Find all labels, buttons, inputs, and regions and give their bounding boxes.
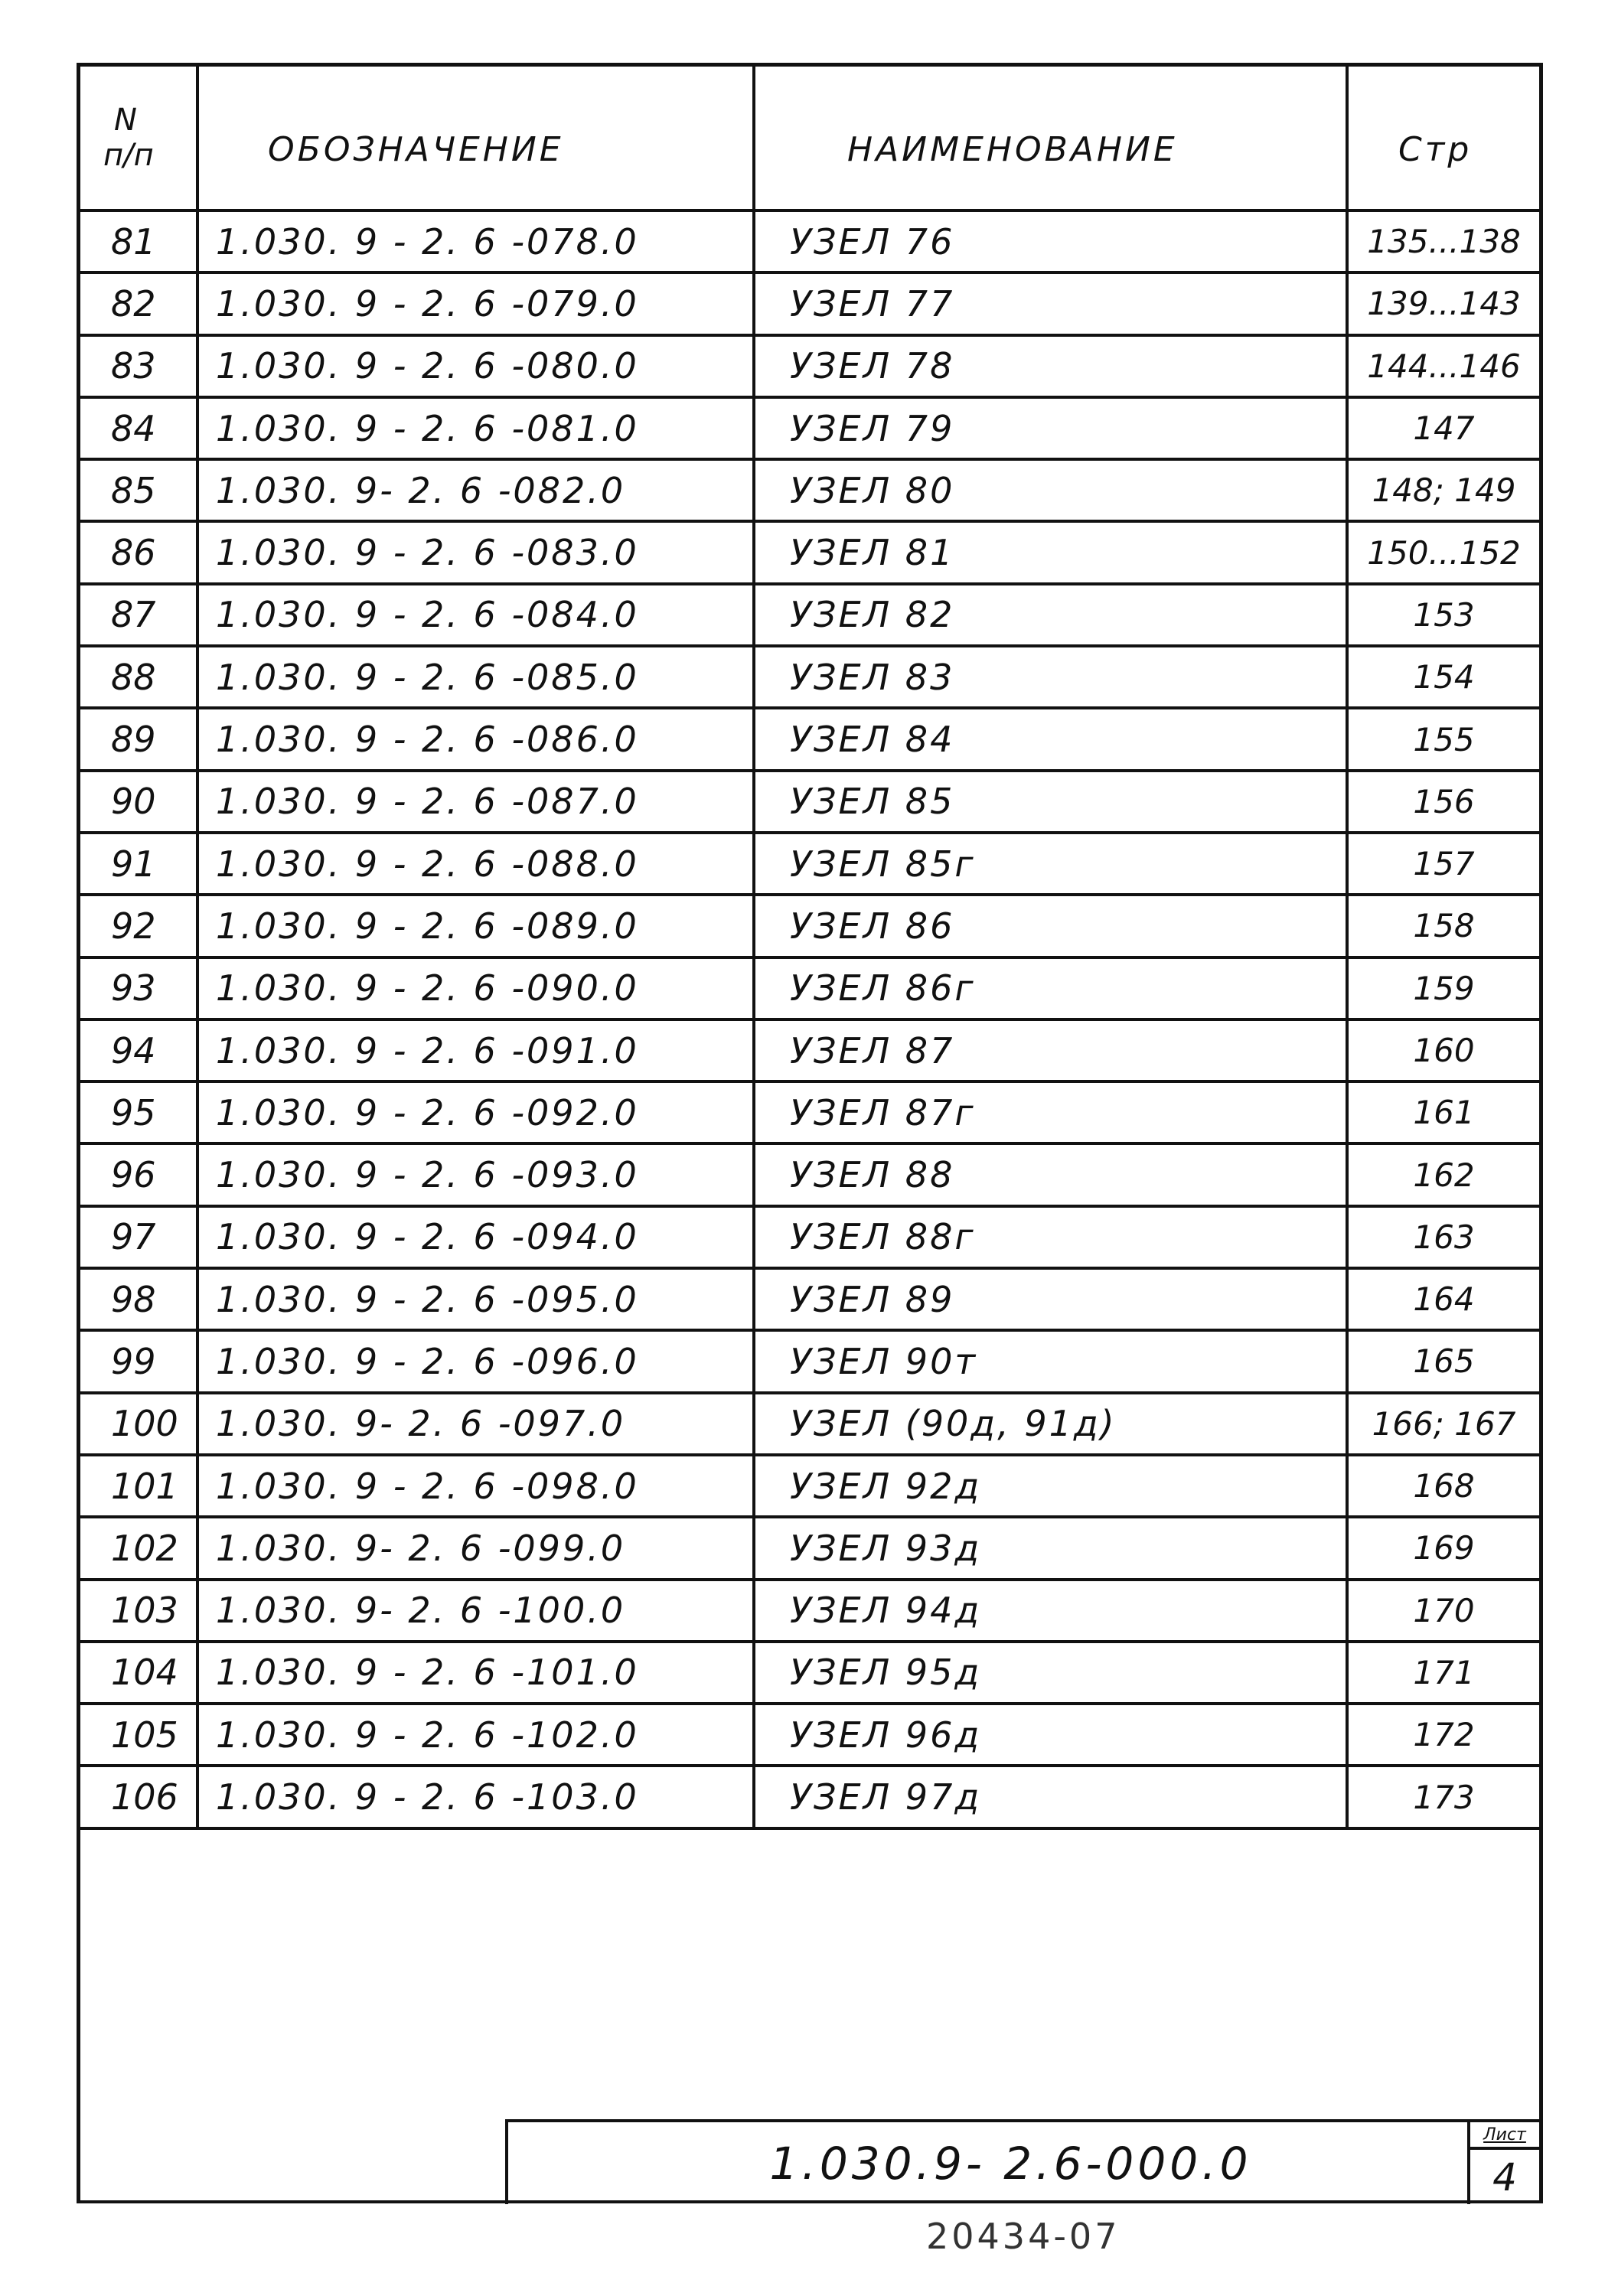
row-designation: 1.030. 9 - 2. 6 -079.0 bbox=[197, 272, 754, 334]
row-page: 159 bbox=[1347, 957, 1539, 1019]
table-row bbox=[80, 708, 1539, 770]
table-row bbox=[80, 895, 1539, 957]
row-designation: 1.030. 9 - 2. 6 -103.0 bbox=[197, 1766, 754, 1828]
table-row bbox=[80, 1330, 1539, 1392]
row-designation: 1.030. 9 - 2. 6 -080.0 bbox=[197, 335, 754, 397]
row-number: 97 bbox=[80, 1206, 197, 1268]
row-number: 88 bbox=[80, 646, 197, 708]
row-number: 96 bbox=[80, 1143, 197, 1205]
row-name: УЗЕЛ 81 bbox=[754, 521, 1347, 583]
row-page: 170 bbox=[1347, 1580, 1539, 1642]
row-designation: 1.030. 9 - 2. 6 -088.0 bbox=[197, 833, 754, 895]
row-designation: 1.030. 9 - 2. 6 -095.0 bbox=[197, 1268, 754, 1330]
row-page: 164 bbox=[1347, 1268, 1539, 1330]
row-name: УЗЕЛ 78 bbox=[754, 335, 1347, 397]
sheet-number: 4 bbox=[1492, 2154, 1517, 2200]
row-name: УЗЕЛ 87 bbox=[754, 1019, 1347, 1081]
row-designation: 1.030. 9 - 2. 6 -093.0 bbox=[197, 1143, 754, 1205]
row-number: 102 bbox=[80, 1517, 197, 1579]
row-page: 153 bbox=[1347, 584, 1539, 646]
row-name: УЗЕЛ (90д, 91д) bbox=[754, 1393, 1347, 1455]
row-page: 171 bbox=[1347, 1642, 1539, 1704]
row-number: 84 bbox=[80, 397, 197, 459]
row-name: УЗЕЛ 86 bbox=[754, 895, 1347, 957]
row-number: 104 bbox=[80, 1642, 197, 1704]
row-name: УЗЕЛ 80 bbox=[754, 459, 1347, 521]
row-page: 150...152 bbox=[1347, 521, 1539, 583]
row-page: 156 bbox=[1347, 771, 1539, 833]
table-row bbox=[80, 1019, 1539, 1081]
row-page: 162 bbox=[1347, 1143, 1539, 1205]
header-item-number bbox=[80, 67, 197, 210]
row-designation: 1.030. 9 - 2. 6 -102.0 bbox=[197, 1704, 754, 1766]
row-name: УЗЕЛ 89 bbox=[754, 1268, 1347, 1330]
row-name: УЗЕЛ 82 bbox=[754, 584, 1347, 646]
row-page: 166; 167 bbox=[1347, 1393, 1539, 1455]
row-page: 163 bbox=[1347, 1206, 1539, 1268]
row-name: УЗЕЛ 85 bbox=[754, 771, 1347, 833]
table-row bbox=[80, 1766, 1539, 1828]
table-row bbox=[80, 1704, 1539, 1766]
row-number: 100 bbox=[80, 1393, 197, 1455]
header-page: Стр bbox=[1347, 67, 1539, 210]
row-name: УЗЕЛ 77 bbox=[754, 272, 1347, 334]
row-designation: 1.030. 9 - 2. 6 -096.0 bbox=[197, 1330, 754, 1392]
table-row bbox=[80, 1081, 1539, 1143]
row-page: 155 bbox=[1347, 708, 1539, 770]
inventory-stamp: 20434-07 bbox=[926, 2216, 1121, 2257]
title-block bbox=[505, 2119, 1539, 2204]
row-designation: 1.030. 9- 2. 6 -099.0 bbox=[197, 1517, 754, 1579]
table-row bbox=[80, 1455, 1539, 1517]
row-designation: 1.030. 9- 2. 6 -082.0 bbox=[197, 459, 754, 521]
header-name: НАИМЕНОВАНИЕ bbox=[754, 67, 1347, 210]
row-name: УЗЕЛ 88 bbox=[754, 1143, 1347, 1205]
table-row bbox=[80, 1580, 1539, 1642]
row-number: 89 bbox=[80, 708, 197, 770]
table-row bbox=[80, 1393, 1539, 1455]
table-row bbox=[80, 1143, 1539, 1205]
row-designation: 1.030. 9 - 2. 6 -087.0 bbox=[197, 771, 754, 833]
row-page: 173 bbox=[1347, 1766, 1539, 1828]
row-number: 83 bbox=[80, 335, 197, 397]
row-name: УЗЕЛ 97д bbox=[754, 1766, 1347, 1828]
table-row bbox=[80, 771, 1539, 833]
table-row bbox=[80, 833, 1539, 895]
table-row bbox=[80, 272, 1539, 334]
row-name: УЗЕЛ 86г bbox=[754, 957, 1347, 1019]
row-number: 86 bbox=[80, 521, 197, 583]
row-name: УЗЕЛ 95д bbox=[754, 1642, 1347, 1704]
row-page: 168 bbox=[1347, 1455, 1539, 1517]
row-name: УЗЕЛ 93д bbox=[754, 1517, 1347, 1579]
row-designation: 1.030. 9 - 2. 6 -101.0 bbox=[197, 1642, 754, 1704]
row-name: УЗЕЛ 94д bbox=[754, 1580, 1347, 1642]
row-name: УЗЕЛ 85г bbox=[754, 833, 1347, 895]
row-name: УЗЕЛ 90т bbox=[754, 1330, 1347, 1392]
table-header-row bbox=[80, 67, 1539, 210]
row-designation: 1.030. 9 - 2. 6 -098.0 bbox=[197, 1455, 754, 1517]
row-name: УЗЕЛ 96д bbox=[754, 1704, 1347, 1766]
row-name: УЗЕЛ 83 bbox=[754, 646, 1347, 708]
row-name: УЗЕЛ 92д bbox=[754, 1455, 1347, 1517]
table-row bbox=[80, 397, 1539, 459]
row-designation: 1.030. 9- 2. 6 -097.0 bbox=[197, 1393, 754, 1455]
row-page: 148; 149 bbox=[1347, 459, 1539, 521]
row-name: УЗЕЛ 87г bbox=[754, 1081, 1347, 1143]
table-row bbox=[80, 210, 1539, 272]
table-row bbox=[80, 1206, 1539, 1268]
row-designation: 1.030. 9 - 2. 6 -078.0 bbox=[197, 210, 754, 272]
row-designation: 1.030. 9 - 2. 6 -085.0 bbox=[197, 646, 754, 708]
row-number: 98 bbox=[80, 1268, 197, 1330]
row-number: 93 bbox=[80, 957, 197, 1019]
drawing-sheet bbox=[77, 63, 1543, 2203]
row-designation: 1.030. 9 - 2. 6 -086.0 bbox=[197, 708, 754, 770]
row-designation: 1.030. 9 - 2. 6 -089.0 bbox=[197, 895, 754, 957]
table-row bbox=[80, 459, 1539, 521]
row-designation: 1.030. 9 - 2. 6 -092.0 bbox=[197, 1081, 754, 1143]
table-row bbox=[80, 646, 1539, 708]
sheet-label: Лист bbox=[1470, 2122, 1539, 2150]
row-number: 85 bbox=[80, 459, 197, 521]
row-name: УЗЕЛ 88г bbox=[754, 1206, 1347, 1268]
row-designation: 1.030. 9 - 2. 6 -081.0 bbox=[197, 397, 754, 459]
table-row bbox=[80, 584, 1539, 646]
row-designation: 1.030. 9 - 2. 6 -083.0 bbox=[197, 521, 754, 583]
row-page: 160 bbox=[1347, 1019, 1539, 1081]
table-row bbox=[80, 521, 1539, 583]
row-number: 81 bbox=[80, 210, 197, 272]
row-page: 169 bbox=[1347, 1517, 1539, 1579]
row-number: 101 bbox=[80, 1455, 197, 1517]
row-number: 91 bbox=[80, 833, 197, 895]
row-page: 144...146 bbox=[1347, 335, 1539, 397]
row-page: 161 bbox=[1347, 1081, 1539, 1143]
row-name: УЗЕЛ 76 bbox=[754, 210, 1347, 272]
row-number: 103 bbox=[80, 1580, 197, 1642]
row-name: УЗЕЛ 79 bbox=[754, 397, 1347, 459]
row-page: 158 bbox=[1347, 895, 1539, 957]
row-number: 99 bbox=[80, 1330, 197, 1392]
row-page: 135...138 bbox=[1347, 210, 1539, 272]
row-number: 90 bbox=[80, 771, 197, 833]
table-row bbox=[80, 1642, 1539, 1704]
contents-table bbox=[80, 67, 1539, 1830]
row-page: 139...143 bbox=[1347, 272, 1539, 334]
row-number: 105 bbox=[80, 1704, 197, 1766]
row-number: 82 bbox=[80, 272, 197, 334]
row-designation: 1.030. 9- 2. 6 -100.0 bbox=[197, 1580, 754, 1642]
row-number: 92 bbox=[80, 895, 197, 957]
row-page: 147 bbox=[1347, 397, 1539, 459]
row-number: 87 bbox=[80, 584, 197, 646]
header-designation: ОБОЗНАЧЕНИЕ bbox=[197, 67, 754, 210]
table-row bbox=[80, 1268, 1539, 1330]
row-designation: 1.030. 9 - 2. 6 -094.0 bbox=[197, 1206, 754, 1268]
header-number-abbrev: п/п bbox=[103, 138, 154, 173]
row-page: 165 bbox=[1347, 1330, 1539, 1392]
row-number: 94 bbox=[80, 1019, 197, 1081]
row-number: 106 bbox=[80, 1766, 197, 1828]
row-page: 154 bbox=[1347, 646, 1539, 708]
row-designation: 1.030. 9 - 2. 6 -084.0 bbox=[197, 584, 754, 646]
header-number-symbol: N bbox=[114, 103, 137, 138]
row-designation: 1.030. 9 - 2. 6 -090.0 bbox=[197, 957, 754, 1019]
document-code: 1.030.9- 2.6-000.0 bbox=[508, 2122, 1470, 2204]
table-row bbox=[80, 335, 1539, 397]
row-page: 172 bbox=[1347, 1704, 1539, 1766]
table-row bbox=[80, 1517, 1539, 1579]
row-designation: 1.030. 9 - 2. 6 -091.0 bbox=[197, 1019, 754, 1081]
row-number: 95 bbox=[80, 1081, 197, 1143]
row-page: 157 bbox=[1347, 833, 1539, 895]
row-name: УЗЕЛ 84 bbox=[754, 708, 1347, 770]
table-row bbox=[80, 957, 1539, 1019]
